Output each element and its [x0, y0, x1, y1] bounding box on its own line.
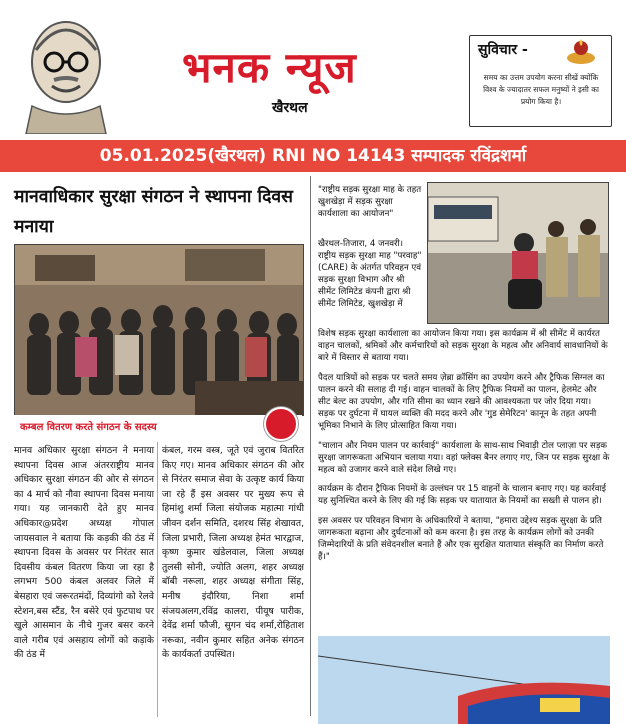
- left-headline: मानवाधिकार सुरक्षा संगठन ने स्थापना दिवस मनाया: [14, 187, 293, 237]
- right-paragraph: पैदल यात्रियों को सड़क पर चलते समय ज़ेब्रा क्रॉसिंग का उपयोग करने और ट्रैफिक सिग्नल का पालन करने की सलाह दी गई। वाहन चालकों के लिए ट्रैफिक नियमों का पालन, हेलमेट और सीट बेल्ट का उपयोग, और गति सीमा का ध्यान रखने की आवश्यकता पर जोर दिया गया। सड़क पर दुर्घटना में घायल व्यक्ति की मदद करने और 'गुड सेमेरिटन' कानून के तहत अपनी भूमिका निभाने के लिए प्रोत्साहित किया गया।: [318, 372, 605, 432]
- right-paragraph: विशेष सड़क सुरक्षा कार्यशाला का आयोजन किया गया। इस कार्यक्रम में श्री सीमेंट में कार्यरत वाहन चालकों, श्रमिकों और कर्मचारियों को सड़क सुरक्षा के महत्व और अनिवार्य सावधानियों के बारे में विस्तार से बताया गया।: [318, 329, 608, 364]
- photo-caption: [14, 415, 302, 439]
- toll-plaza-photo: [318, 636, 610, 724]
- road-safety-photo: [427, 182, 609, 324]
- thought-box: [469, 35, 612, 127]
- right-paragraph: कार्यक्रम के दौरान ट्रैफिक नियमों के उल्लंघन पर 15 वाहनों के चालान बनाए गए। यह कार्रवाई यह सुनिश्चित करने के लिए की गई कि सड़क पर यातायात के नियमों का सख्ती से पालन हो।: [318, 484, 607, 507]
- blanket-distribution-photo: [14, 244, 304, 416]
- right-paragraph: इस अवसर पर परिवहन विभाग के अधिकारियों ने बताया, "हमारा उद्देश्य सड़क सुरक्षा के प्रति जागरूकता बढ़ाना और दुर्घटनाओं को कम करना है। इस तरह के कार्यक्रम लोगों को उनकी जिम्मेदारियों के प्रति संवेदनशील बनाते हैं और एक सुरक्षित यातायात संस्कृति का निर्माण करते हैं।": [318, 515, 604, 563]
- middle-column-text: कंबल, गरम वस्त्र, जूते एवं जुराब वितरित किए गए। मानव अधिकार संगठन की ओर से निरंतर समाज सेवा के उत्कृष्ट कार्य किया जा रहे हैं इस अवसर पर मुख्य रूप से हिमांशु शर्मा जिला संयोजक महात्मा गांधी जीवन दर्शन समिति, दशरथ सिंह शेखावत, जिला प्रभारी, जिला अध्यक्ष हेमंत भारद्वाज, कृष्ण कुमार खंडेलवाल, जिला अध्यक्ष तुलसी सोनी, ज्योति अलग, शहर अध्यक्ष बॉबी नरूला, शहर अध्यक्ष संगीता सिंह, मनीष इंदौरिया, निशा शर्मा संजयअलग,रविंद्र कालरा, पीयूष पारीक, देवेंद्र शर्मा फौजी, सुगन चंद शर्मा,रोहिताश नरूका, नवीन कुमार सहित अनेक संगठन के कार्यकर्ता उपस्थित।: [162, 445, 304, 661]
- date-banner: [0, 140, 626, 172]
- newspaper-city: खैरथल: [272, 100, 308, 116]
- column-divider: [157, 442, 158, 717]
- gandhi-portrait-icon: [14, 10, 118, 134]
- right-story-body: [318, 328, 610, 570]
- banner-text: 05.01.2025(खैरथल) RNI NO 14143 सम्पादक रविंद्रशर्मा: [99, 146, 527, 166]
- organization-logo-icon: [264, 407, 298, 441]
- right-story-intro: "राष्ट्रीय सड़क सुरक्षा माह के तहत खुशखेड़ा में सड़क सुरक्षा कार्यशाला का आयोजन": [318, 185, 422, 219]
- masthead: [0, 0, 626, 140]
- thought-text: समय का उत्तम उपयोग करना सीखें क्योंकि विश्व के ज्यादातर सफल मनुष्यों ने इसी का प्रयोग किया है।: [483, 73, 599, 106]
- newspaper-title: भनक न्यूज: [182, 43, 357, 92]
- right-story-dateline: खैरथल-तिजारा, 4 जनवरी। राष्ट्रीय सड़क सुरक्षा माह "परवाह" (CARE) के अंतर्गत परिवहन एवं सड़क सुरक्षा विभाग और श्री सीमेंट लिमिटेड कंपनी द्वारा श्री सीमेंट लिमिटेड, खुशखेड़ा में: [318, 239, 422, 309]
- caption-text: कम्बल वितरण करते संगठन के सदस्य: [20, 422, 157, 433]
- thought-title: सुविचार -: [478, 42, 528, 58]
- right-paragraph: "चालान और नियम पालन पर कार्रवाई" कार्यशाला के साथ-साथ भिवाड़ी टोल प्लाज़ा पर सड़क सुरक्षा जागरूकता अभियान चलाया गया। वहां फ्लेक्स बैनर लगाए गए, जिन पर सड़क सुरक्षा के महत्व को उजागर करने वाले संदेश लिखे गए।: [318, 440, 610, 476]
- lamp-icon: [564, 38, 598, 66]
- left-column-text: मानव अधिकार सुरक्षा संगठन ने मनाया स्थापना दिवस आज अंतरराष्ट्रीय मानव अधिकार सुरक्षा संगठन की ओर से संगठन का 4 मार्च को नौवा स्थापना दिवस मनाया गया। यह जानकारी देते हुए मानव अधिकार@प्रदेश अध्यक्ष गोपाल जायसवाल ने बताया कि कड़की की ठंड में स्थापना दिवस के अवसर पर निरंतर सात दिवसीय कंबल वितरण किया जा रहा है लगभग 500 कंबल अलवर जिले में बेसहारा एवं जरूरतमंदों, दिव्यांगो को रेलवे स्टेशन,बस स्टैंड, रैन बसेरे एवं फुटपाथ पर खुले आसमान के नीचे गुजर बसर करने वाले गरीब एवं असहाय लोगों को कड़ाके की ठंड में: [14, 445, 154, 661]
- page-divider: [310, 176, 311, 716]
